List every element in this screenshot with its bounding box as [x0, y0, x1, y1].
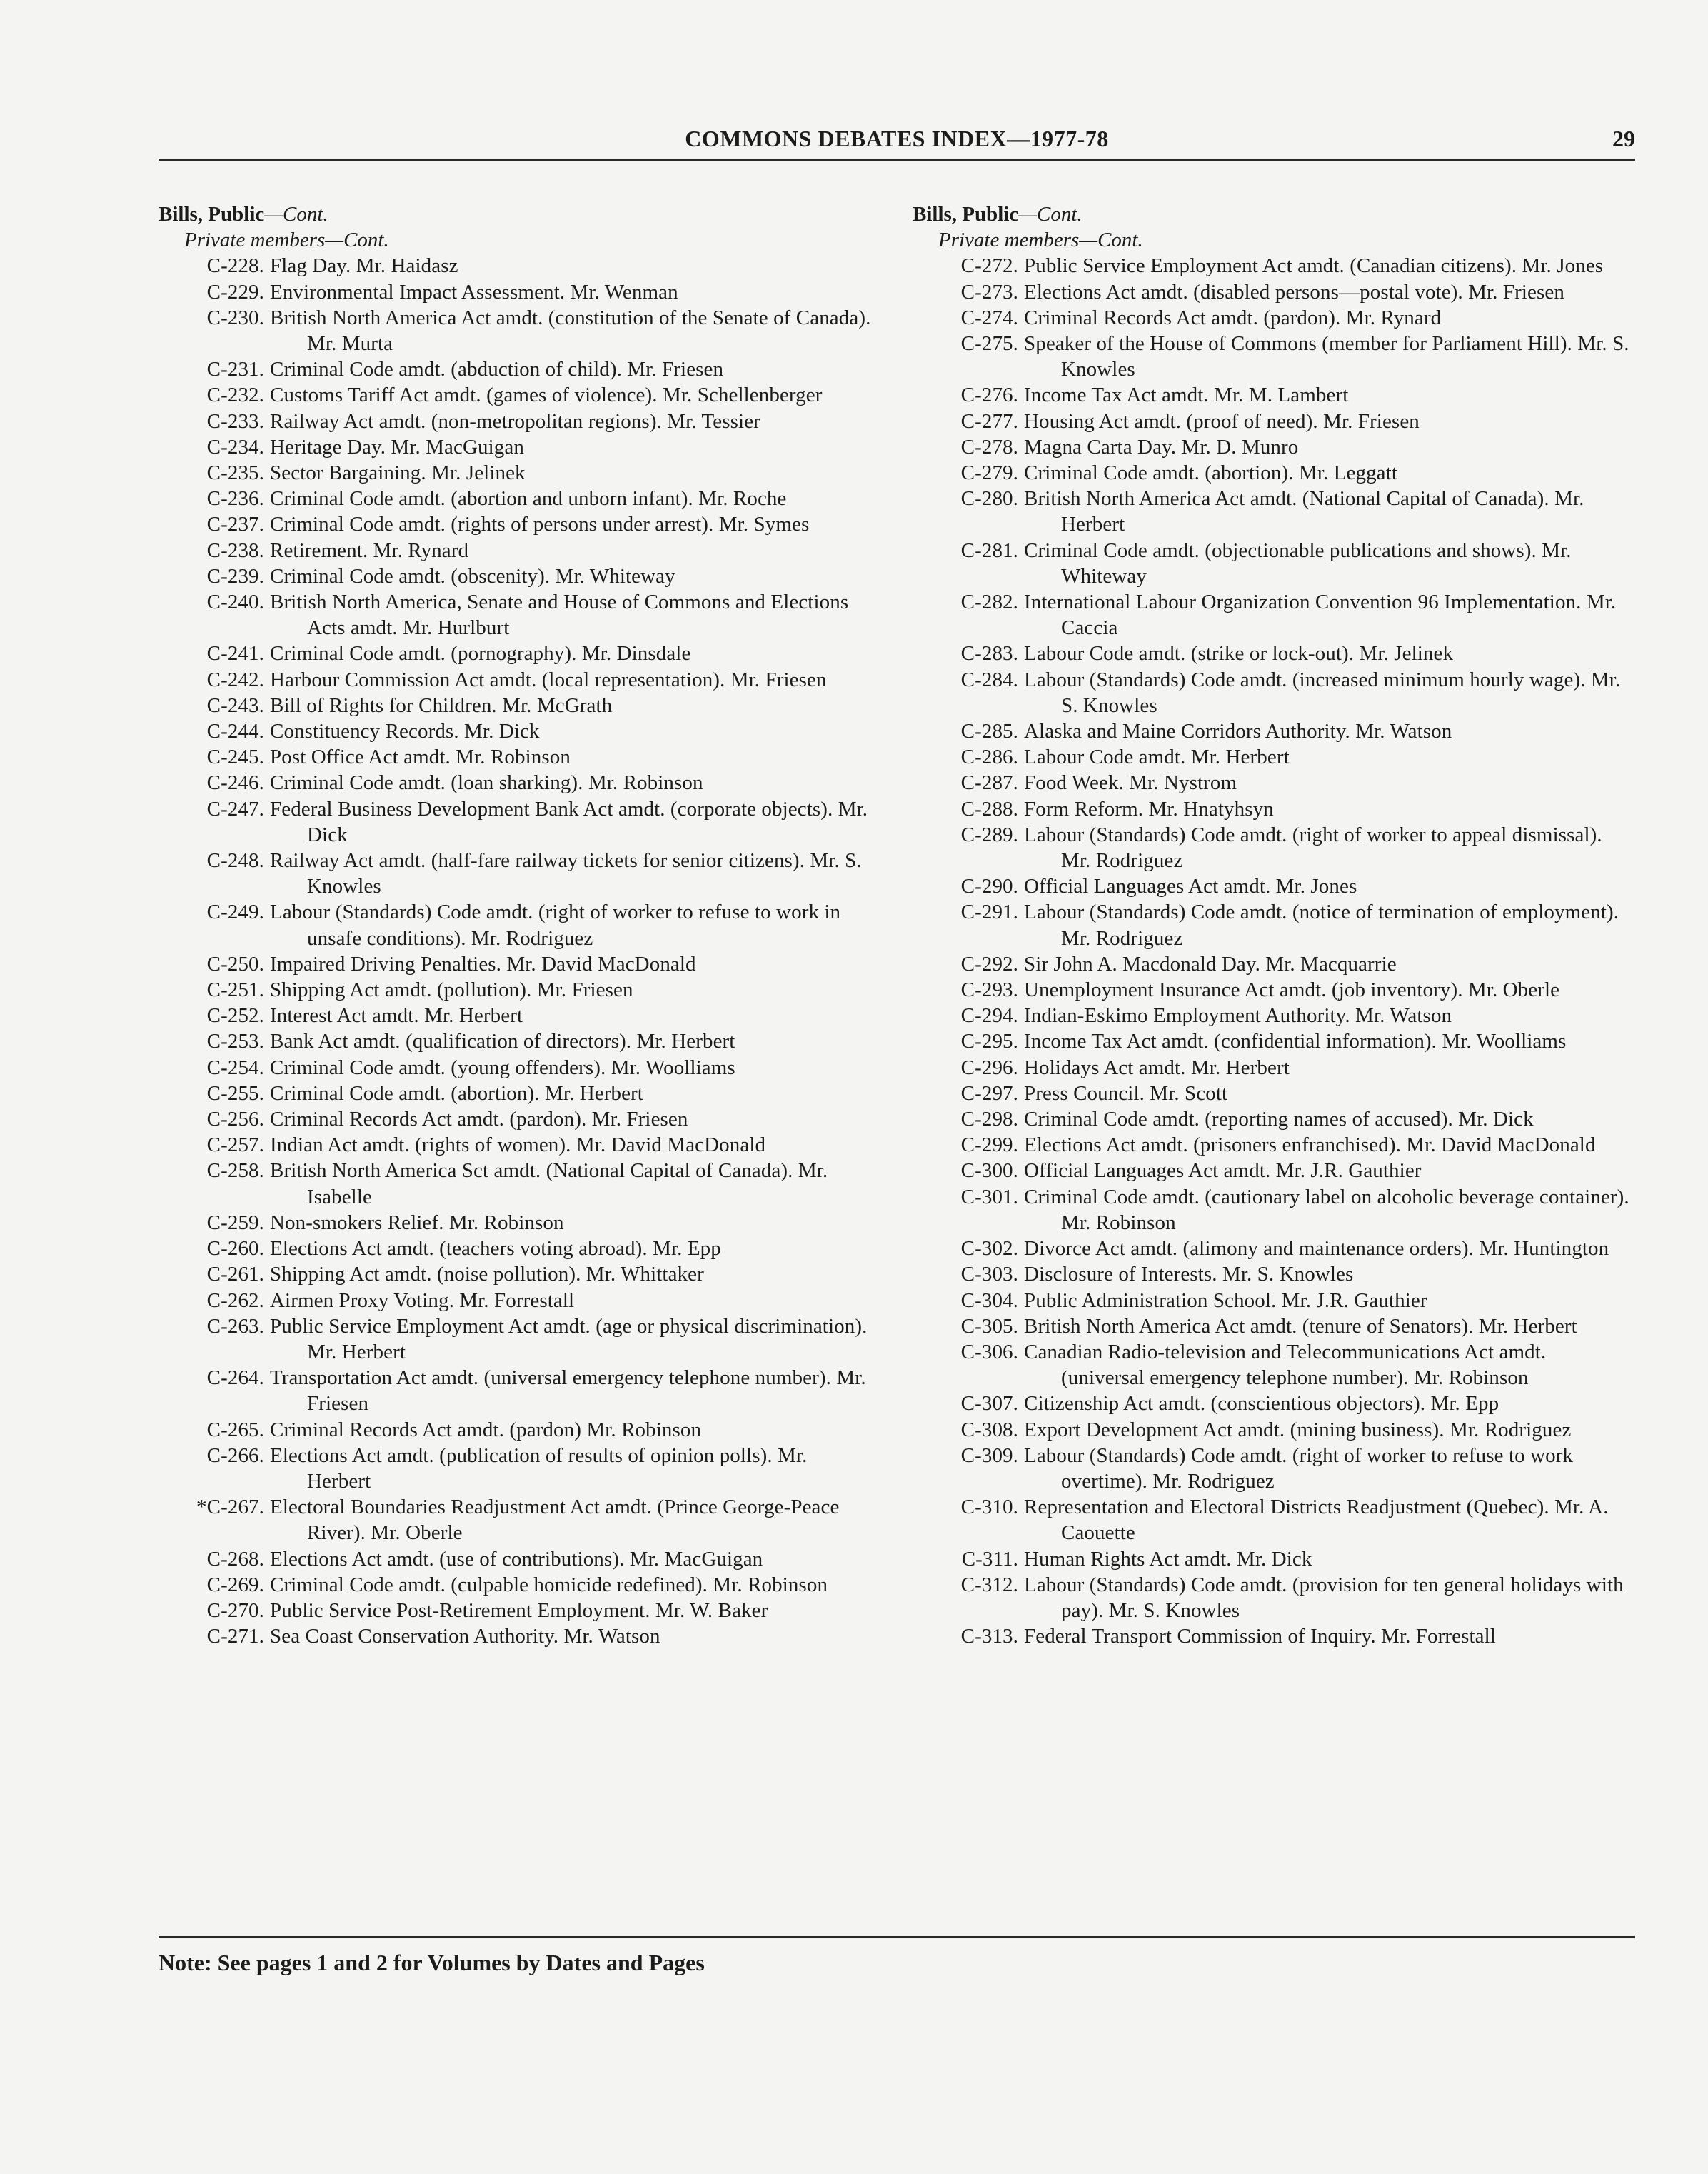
list-item	[159, 641, 880, 666]
bill-title: Labour (Standards) Code amdt. (right of worker to refuse to work overtime). Mr. Rodriguez	[1024, 1443, 1574, 1493]
list-item	[159, 511, 880, 537]
bill-number: C-312.	[960, 1573, 1018, 1596]
bill-title: Disclosure of Interests. Mr. S. Knowles	[1024, 1263, 1354, 1286]
bill-title: Representation and Electoral Districts Readjustment (Quebec). Mr. A. Caouette	[1024, 1496, 1609, 1545]
list-item	[913, 1572, 1634, 1623]
bill-number: C-313.	[960, 1625, 1018, 1648]
list-item	[159, 848, 880, 899]
bill-title: Elections Act amdt. (teachers voting abroad). Mr. Epp	[270, 1237, 721, 1261]
bill-title: Airmen Proxy Voting. Mr. Forrestall	[270, 1288, 575, 1312]
subheading: Private members—Cont.	[938, 229, 1143, 252]
list-item	[913, 796, 1634, 822]
bill-number: C-279.	[960, 461, 1018, 484]
bill-title: Sir John A. Macdonald Day. Mr. Macquarrie	[1024, 952, 1397, 976]
bill-number: C-229.	[206, 280, 264, 304]
bill-number: C-239.	[206, 564, 264, 588]
bill-title: Criminal Code amdt. (culpable homicide redefined). Mr. Robinson	[270, 1573, 828, 1596]
bill-title: British North America Act amdt. (tenure of Senators). Mr. Herbert	[1024, 1314, 1577, 1338]
bill-title: Elections Act amdt. (disabled persons—postal vote). Mr. Friesen	[1024, 280, 1564, 304]
list-item	[159, 460, 880, 486]
list-item	[913, 486, 1634, 537]
entry-list	[913, 253, 1634, 1649]
bill-number: C-249.	[206, 901, 264, 924]
list-item	[913, 589, 1634, 641]
list-item	[159, 899, 880, 951]
bill-number: C-311.	[961, 1547, 1018, 1571]
bill-title: Heritage Day. Mr. MacGuigan	[270, 435, 524, 459]
bill-title: Labour Code amdt. Mr. Herbert	[1024, 746, 1290, 769]
bill-number: C-281.	[960, 539, 1018, 562]
bill-number: C-243.	[206, 693, 264, 717]
list-item	[159, 693, 880, 718]
bill-title: Public Administration School. Mr. J.R. Gauthier	[1024, 1288, 1427, 1312]
bill-title: Bank Act amdt. (qualification of directors). Mr. Herbert	[270, 1030, 735, 1053]
list-item	[913, 1288, 1634, 1313]
list-item	[913, 331, 1634, 382]
bill-number: C-301.	[960, 1185, 1018, 1208]
list-item	[913, 718, 1634, 744]
bill-number: C-268.	[206, 1547, 264, 1571]
list-item	[913, 1417, 1634, 1443]
bill-number: C-255.	[206, 1081, 264, 1105]
list-item	[913, 382, 1634, 408]
bill-title: Non-smokers Relief. Mr. Robinson	[270, 1211, 564, 1234]
list-item	[913, 1313, 1634, 1339]
bill-number: C-242.	[206, 668, 264, 691]
bill-number: C-254.	[206, 1056, 264, 1079]
bill-title: Interest Act amdt. Mr. Herbert	[270, 1004, 523, 1028]
list-item	[913, 951, 1634, 977]
list-item	[913, 744, 1634, 770]
bill-title: Canadian Radio-television and Telecommunications Act amdt. (universal emergency telephone number). Mr. Robinson	[1024, 1340, 1547, 1390]
bill-number: C-310.	[960, 1496, 1018, 1519]
bill-number: C-251.	[206, 978, 264, 1002]
bill-title: Housing Act amdt. (proof of need). Mr. Friesen	[1024, 409, 1420, 433]
list-item	[159, 977, 880, 1003]
bill-title: Public Service Employment Act amdt. (Canadian citizens). Mr. Jones	[1024, 254, 1604, 278]
bill-number: C-300.	[960, 1159, 1018, 1183]
bill-title: Constituency Records. Mr. Dick	[270, 720, 540, 743]
bill-number: C-284.	[960, 668, 1018, 691]
bill-number: C-296.	[960, 1056, 1018, 1079]
page-number: 29	[1612, 126, 1635, 151]
bill-title: Transportation Act amdt. (universal emergency telephone number). Mr. Friesen	[270, 1366, 866, 1416]
list-item	[913, 641, 1634, 666]
bill-title: Criminal Code amdt. (obscenity). Mr. Whiteway	[270, 564, 675, 588]
list-item	[159, 305, 880, 356]
left-column	[159, 201, 880, 1649]
bill-number: C-236.	[206, 487, 264, 511]
bill-title: Unemployment Insurance Act amdt. (job inventory). Mr. Oberle	[1024, 978, 1560, 1002]
bill-number: C-263.	[206, 1314, 264, 1338]
bill-title: Criminal Code amdt. (reporting names of accused). Mr. Dick	[1024, 1108, 1534, 1131]
bill-title: Railway Act amdt. (half-fare railway tickets for senior citizens). Mr. S. Knowles	[270, 849, 862, 898]
bill-title: Criminal Code amdt. (abortion). Mr. Leggatt	[1024, 461, 1397, 484]
bill-number: C-230.	[206, 306, 264, 329]
list-item	[159, 279, 880, 305]
list-item	[159, 382, 880, 408]
bill-title: Public Service Employment Act amdt. (age or physical discrimination). Mr. Herbert	[270, 1314, 868, 1363]
list-item	[159, 1132, 880, 1158]
bill-title: Federal Transport Commission of Inquiry. Mr. Forrestall	[1024, 1625, 1496, 1648]
right-column	[913, 201, 1634, 1649]
list-item	[159, 1313, 880, 1365]
page-header	[159, 123, 1635, 161]
bill-number: C-233.	[206, 409, 264, 433]
list-item	[159, 667, 880, 693]
list-item	[159, 744, 880, 770]
bill-title: British North America Act amdt. (National Capital of Canada). Mr. Herbert	[1024, 487, 1584, 536]
list-item	[913, 1261, 1634, 1287]
list-item	[159, 1443, 880, 1494]
bill-title: Citizenship Act amdt. (conscientious objectors). Mr. Epp	[1024, 1392, 1499, 1416]
bill-number: C-253.	[206, 1030, 264, 1053]
bill-number: C-273.	[960, 280, 1018, 304]
list-item	[159, 1158, 880, 1209]
bill-title: Elections Act amdt. (publication of results of opinion polls). Mr. Herbert	[270, 1443, 808, 1493]
list-item	[159, 1261, 880, 1287]
bill-number: C-266.	[206, 1443, 264, 1467]
list-item	[159, 1106, 880, 1132]
bill-title: Electoral Boundaries Readjustment Act amdt. (Prince George-Peace River). Mr. Oberle	[270, 1496, 840, 1545]
bill-title: Labour (Standards) Code amdt. (increased minimum hourly wage). Mr. S. Knowles	[1024, 668, 1621, 717]
bill-title: Holidays Act amdt. Mr. Herbert	[1024, 1056, 1290, 1079]
list-item	[159, 253, 880, 279]
bill-number: C-283.	[960, 642, 1018, 666]
bill-title: Indian Act amdt. (rights of women). Mr. David MacDonald	[270, 1133, 766, 1157]
bill-title: Criminal Code amdt. (objectionable publications and shows). Mr. Whiteway	[1024, 539, 1572, 588]
bill-number: C-235.	[206, 461, 264, 484]
bill-number: C-248.	[206, 849, 264, 873]
bill-title: Impaired Driving Penalties. Mr. David MacDonald	[270, 952, 696, 976]
bill-title: Criminal Code amdt. (abduction of child). Mr. Friesen	[270, 358, 724, 381]
section-heading-cont: —Cont.	[1018, 203, 1082, 226]
bill-number: C-303.	[960, 1263, 1018, 1286]
bill-number: C-231.	[206, 358, 264, 381]
bill-title: Sector Bargaining. Mr. Jelinek	[270, 461, 526, 484]
list-item	[159, 1028, 880, 1054]
list-item	[159, 1623, 880, 1649]
bill-title: Harbour Commission Act amdt. (local representation). Mr. Friesen	[270, 668, 827, 691]
list-item	[913, 822, 1634, 873]
list-item	[159, 1055, 880, 1081]
bill-title: Federal Business Development Bank Act amdt. (corporate objects). Mr. Dick	[270, 797, 868, 846]
bill-number: C-277.	[960, 409, 1018, 433]
list-item	[913, 1132, 1634, 1158]
bill-number: C-276.	[960, 384, 1018, 407]
bill-title: Income Tax Act amdt. (confidential information). Mr. Woolliams	[1024, 1030, 1567, 1053]
list-item	[913, 1003, 1634, 1028]
bill-title: Indian-Eskimo Employment Authority. Mr. Watson	[1024, 1004, 1452, 1028]
bill-number: C-262.	[206, 1288, 264, 1312]
list-item	[913, 1623, 1634, 1649]
list-item	[159, 1288, 880, 1313]
bill-number: C-308.	[960, 1418, 1018, 1441]
bill-number: C-294.	[960, 1004, 1018, 1028]
bill-title: Speaker of the House of Commons (member for Parliament Hill). Mr. S. Knowles	[1024, 331, 1629, 381]
list-item	[913, 1081, 1634, 1106]
bill-number: C-265.	[206, 1418, 264, 1441]
bill-number: C-299.	[960, 1133, 1018, 1157]
bill-title: Shipping Act amdt. (pollution). Mr. Friesen	[270, 978, 633, 1002]
list-item	[159, 356, 880, 382]
section-heading	[159, 201, 880, 227]
list-item	[913, 1339, 1634, 1391]
bill-number: C-302.	[960, 1237, 1018, 1261]
list-item	[913, 409, 1634, 434]
bill-number: C-289.	[960, 823, 1018, 846]
bill-number: C-305.	[960, 1314, 1018, 1338]
subheading: Private members—Cont.	[184, 229, 389, 252]
bill-number: C-234.	[206, 435, 264, 459]
bill-number: C-293.	[960, 978, 1018, 1002]
list-item	[159, 434, 880, 460]
list-item	[913, 1106, 1634, 1132]
bill-title: British North America Sct amdt. (National Capital of Canada). Mr. Isabelle	[270, 1159, 828, 1208]
list-item	[913, 1546, 1634, 1572]
list-item	[913, 460, 1634, 486]
bill-title: Export Development Act amdt. (mining business). Mr. Rodriguez	[1024, 1418, 1572, 1441]
list-item	[913, 538, 1634, 589]
bill-number: C-306.	[960, 1340, 1018, 1363]
list-item	[159, 1572, 880, 1598]
bill-number: C-295.	[960, 1030, 1018, 1053]
bill-number: C-286.	[960, 746, 1018, 769]
bill-number: C-247.	[206, 797, 264, 821]
list-item	[913, 1184, 1634, 1236]
bill-number: C-252.	[206, 1004, 264, 1028]
bill-number: C-246.	[206, 771, 264, 795]
bill-title: Official Languages Act amdt. Mr. J.R. Gauthier	[1024, 1159, 1422, 1183]
section-heading-cont: —Cont.	[264, 203, 328, 226]
bill-title: Criminal Records Act amdt. (pardon). Mr. Friesen	[270, 1108, 688, 1131]
list-item	[159, 1365, 880, 1416]
bill-number: C-260.	[206, 1237, 264, 1261]
bill-number: C-309.	[960, 1443, 1018, 1467]
bill-number: C-232.	[206, 384, 264, 407]
bill-title: Criminal Code amdt. (cautionary label on alcoholic beverage container). Mr. Robinson	[1024, 1185, 1629, 1234]
bill-title: Flag Day. Mr. Haidasz	[270, 254, 458, 278]
list-item	[913, 977, 1634, 1003]
list-item	[913, 279, 1634, 305]
bill-number: C-256.	[206, 1108, 264, 1131]
list-item	[159, 1236, 880, 1261]
list-item	[913, 1443, 1634, 1494]
list-item	[159, 770, 880, 796]
bill-title: British North America Act amdt. (constitution of the Senate of Canada). Mr. Murta	[270, 306, 871, 355]
bill-number: C-238.	[206, 539, 264, 562]
bill-title: Public Service Post-Retirement Employment. Mr. W. Baker	[270, 1598, 768, 1622]
list-item	[159, 951, 880, 977]
bill-title: Divorce Act amdt. (alimony and maintenance orders). Mr. Huntington	[1024, 1237, 1609, 1261]
bill-number: C-244.	[206, 720, 264, 743]
bill-number: C-278.	[960, 435, 1018, 459]
list-item	[913, 253, 1634, 279]
bill-title: Income Tax Act amdt. Mr. M. Lambert	[1024, 384, 1349, 407]
bill-number: C-288.	[960, 797, 1018, 821]
bill-title: Form Reform. Mr. Hnatyhsyn	[1024, 797, 1274, 821]
bill-title: Labour (Standards) Code amdt. (notice of termination of employment). Mr. Rodriguez	[1024, 901, 1619, 950]
bill-title: Labour (Standards) Code amdt. (right of worker to refuse to work in unsafe conditions). Mr. Rodriguez	[270, 901, 841, 950]
list-item	[159, 1003, 880, 1028]
bill-title: Labour Code amdt. (strike or lock-out). Mr. Jelinek	[1024, 642, 1454, 666]
list-item	[913, 1158, 1634, 1183]
bill-number: C-285.	[960, 720, 1018, 743]
bill-number: C-272.	[960, 254, 1018, 278]
bill-title: Criminal Code amdt. (rights of persons under arrest). Mr. Symes	[270, 513, 810, 536]
bill-number: C-240.	[206, 591, 264, 614]
list-item	[913, 1236, 1634, 1261]
bill-number: C-290.	[960, 875, 1018, 898]
bill-number: C-228.	[206, 254, 264, 278]
bill-number: C-298.	[960, 1108, 1018, 1131]
bill-number: C-241.	[206, 642, 264, 666]
bill-title: Criminal Code amdt. (abortion and unborn infant). Mr. Roche	[270, 487, 787, 511]
bill-title: Criminal Code amdt. (loan sharking). Mr. Robinson	[270, 771, 703, 795]
section-heading-bold: Bills, Public	[159, 203, 265, 226]
list-item	[159, 563, 880, 589]
bill-number: C-282.	[960, 591, 1018, 614]
list-item	[159, 718, 880, 744]
bill-title: Labour (Standards) Code amdt. (right of worker to appeal dismissal). Mr. Rodriguez	[1024, 823, 1602, 873]
bill-number: *C-267.	[196, 1496, 264, 1519]
bill-title: Criminal Code amdt. (young offenders). Mr. Woolliams	[270, 1056, 735, 1079]
bill-title: Criminal Records Act amdt. (pardon) Mr. Robinson	[270, 1418, 702, 1441]
list-item	[913, 1028, 1634, 1054]
bill-number: C-304.	[960, 1288, 1018, 1312]
bill-title: Magna Carta Day. Mr. D. Munro	[1024, 435, 1299, 459]
list-item	[159, 796, 880, 848]
list-item	[913, 1494, 1634, 1546]
list-item	[913, 1391, 1634, 1416]
bill-number: C-280.	[960, 487, 1018, 511]
list-item	[913, 667, 1634, 718]
list-item	[159, 1598, 880, 1623]
list-item	[159, 1417, 880, 1443]
list-item	[159, 589, 880, 641]
bill-title: Press Council. Mr. Scott	[1024, 1081, 1228, 1105]
bill-title: Alaska and Maine Corridors Authority. Mr. Watson	[1024, 720, 1452, 743]
section-heading-bold: Bills, Public	[913, 203, 1019, 226]
bill-number: C-291.	[960, 901, 1018, 924]
bill-number: C-275.	[960, 331, 1018, 355]
list-item	[159, 1210, 880, 1236]
list-item	[913, 1055, 1634, 1081]
bill-number: C-261.	[206, 1263, 264, 1286]
bill-title: Customs Tariff Act amdt. (games of violence). Mr. Schellenberger	[270, 384, 823, 407]
bill-title: Retirement. Mr. Rynard	[270, 539, 469, 562]
bill-number: C-257.	[206, 1133, 264, 1157]
bill-title: Sea Coast Conservation Authority. Mr. Watson	[270, 1625, 660, 1648]
list-item	[159, 1494, 880, 1546]
bill-number: C-264.	[206, 1366, 264, 1390]
list-item	[913, 770, 1634, 796]
section-heading	[913, 201, 1634, 227]
list-item	[159, 1546, 880, 1572]
bill-number: C-237.	[206, 513, 264, 536]
bill-title: International Labour Organization Convention 96 Implementation. Mr. Caccia	[1024, 591, 1617, 640]
list-item	[159, 538, 880, 563]
header-title: COMMONS DEBATES INDEX—1977-78	[685, 126, 1109, 151]
bill-title: Criminal Code amdt. (pornography). Mr. Dinsdale	[270, 642, 691, 666]
entry-list	[159, 253, 880, 1649]
bill-title: Human Rights Act amdt. Mr. Dick	[1024, 1547, 1312, 1571]
list-item	[159, 1081, 880, 1106]
list-item	[159, 409, 880, 434]
bill-title: Environmental Impact Assessment. Mr. Wenman	[270, 280, 678, 304]
list-item	[913, 305, 1634, 331]
bill-title: Elections Act amdt. (prisoners enfranchised). Mr. David MacDonald	[1024, 1133, 1596, 1157]
bill-title: Food Week. Mr. Nystrom	[1024, 771, 1237, 795]
list-item	[913, 434, 1634, 460]
bill-number: C-274.	[960, 306, 1018, 329]
bill-title: Shipping Act amdt. (noise pollution). Mr. Whittaker	[270, 1263, 704, 1286]
bill-number: C-250.	[206, 952, 264, 976]
bill-number: C-258.	[206, 1159, 264, 1183]
bill-title: British North America, Senate and House of Commons and Elections Acts amdt. Mr. Hurlburt	[270, 591, 849, 640]
bill-number: C-307.	[960, 1392, 1018, 1416]
bill-title: Elections Act amdt. (use of contributions). Mr. MacGuigan	[270, 1547, 763, 1571]
bill-number: C-271.	[206, 1625, 264, 1648]
bill-title: Post Office Act amdt. Mr. Robinson	[270, 746, 571, 769]
bill-number: C-292.	[960, 952, 1018, 976]
bill-number: C-269.	[206, 1573, 264, 1596]
bill-number: C-287.	[960, 771, 1018, 795]
list-item	[159, 486, 880, 511]
list-item	[913, 873, 1634, 899]
footer-note: Note: See pages 1 and 2 for Volumes by Dates and Pages	[159, 1950, 705, 1975]
footer-rule	[159, 1936, 1635, 1938]
bill-title: Criminal Code amdt. (abortion). Mr. Herbert	[270, 1081, 643, 1105]
bill-number: C-245.	[206, 746, 264, 769]
bill-title: Criminal Records Act amdt. (pardon). Mr. Rynard	[1024, 306, 1442, 329]
bill-number: C-270.	[206, 1598, 264, 1622]
bill-number: C-259.	[206, 1211, 264, 1234]
bill-title: Labour (Standards) Code amdt. (provision for ten general holidays with pay). Mr. S. Knowles	[1024, 1573, 1624, 1622]
bill-title: Railway Act amdt. (non-metropolitan regions). Mr. Tessier	[270, 409, 760, 433]
bill-number: C-297.	[960, 1081, 1018, 1105]
list-item	[913, 899, 1634, 951]
bill-title: Bill of Rights for Children. Mr. McGrath	[270, 693, 613, 717]
bill-title: Official Languages Act amdt. Mr. Jones	[1024, 875, 1357, 898]
